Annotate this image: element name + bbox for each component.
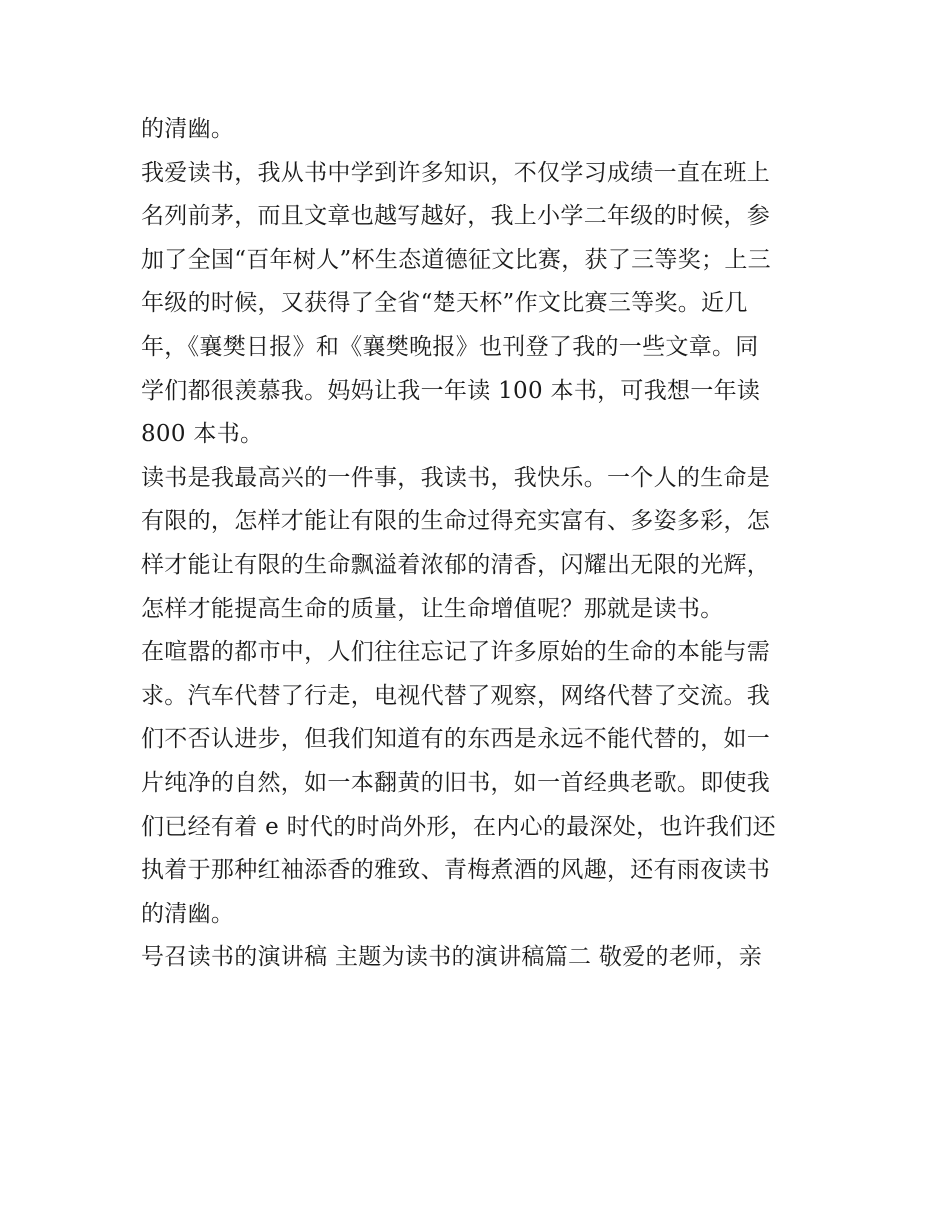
text-line-9: 读书是我最高兴的一件事，我读书，我快乐。一个人的生命是 — [141, 464, 771, 491]
text-line-11: 样才能让有限的生命飘溢着浓郁的清香，闪耀出无限的光辉， — [141, 551, 771, 578]
document-body — [141, 108, 821, 980]
text-line-1: 的清幽。 — [141, 116, 235, 142]
text-line-2: 我爱读书，我从书中学到许多知识，不仅学习成绩一直在班上 — [141, 159, 771, 186]
text-line-16: 片纯净的自然，如一本翻黄的旧书，如一首经典老歌。即使我 — [141, 769, 771, 796]
text-line-5: 年级的时候，又获得了全省“楚天杯”作文比赛三等奖。近几 — [141, 290, 748, 317]
text-line-18: 执着于那种红袖添香的雅致、青梅煮酒的风趣，还有雨夜读书 — [141, 857, 771, 884]
text-line-7: 学们都很羡慕我。妈妈让我一年读 100 本书，可我想一年读 — [141, 377, 761, 404]
text-line-3: 名列前茅，而且文章也越写越好，我上小学二年级的时候，参 — [141, 203, 771, 230]
text-line-4: 加了全国“百年树人”杯生态道德征文比赛，获了三等奖；上三 — [141, 246, 771, 273]
text-line-8: 800 本书。 — [141, 421, 264, 448]
text-line-15: 们不否认进步，但我们知道有的东西是永远不能代替的，如一 — [141, 726, 771, 753]
text-line-13: 在喧嚣的都市中，人们往往忘记了许多原始的生命的本能与需 — [141, 639, 771, 666]
text-line-19: 的清幽。 — [141, 900, 235, 927]
text-line-20: 号召读书的演讲稿 主题为读书的演讲稿篇二 敬爱的老师，亲 — [141, 944, 763, 971]
text-line-14: 求。汽车代替了行走，电视代替了观察，网络代替了交流。我 — [141, 682, 771, 709]
text-line-6: 年，《襄樊日报》和《襄樊晚报》也刊登了我的一些文章。同 — [141, 333, 759, 360]
text-line-17: 们已经有着 e 时代的时尚外形，在内心的最深处，也许我们还 — [141, 813, 776, 840]
text-line-12: 怎样才能提高生命的质量，让生命增值呢？那就是读书。 — [141, 595, 724, 622]
text-line-10: 有限的，怎样才能让有限的生命过得充实富有、多姿多彩，怎 — [141, 508, 771, 535]
